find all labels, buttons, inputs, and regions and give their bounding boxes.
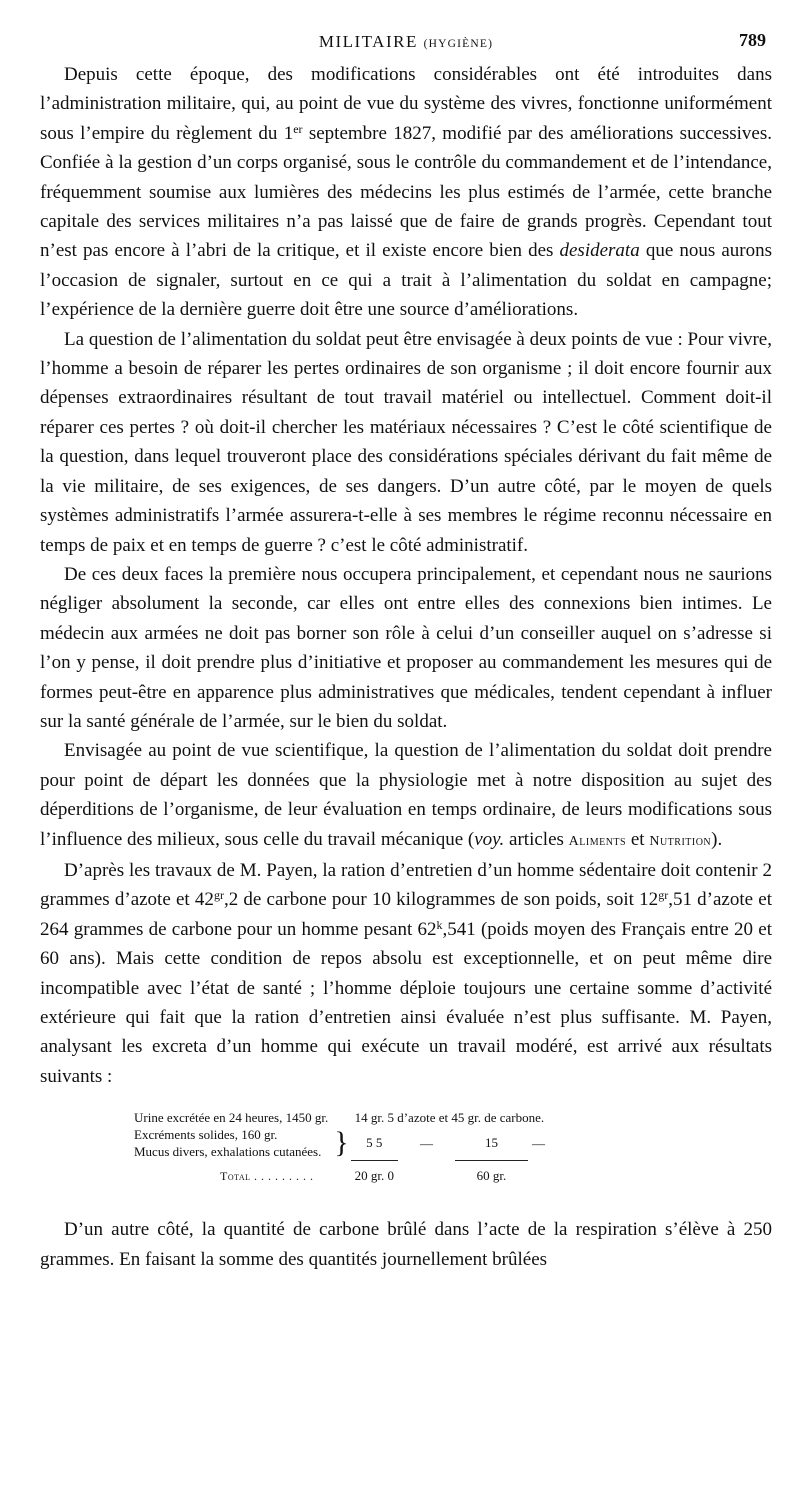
p4-italic-voy: voy.: [474, 828, 505, 850]
p5-text-c: ,51 d’azote et 264 grammes de carbone pour un homme pesant 62: [40, 889, 772, 940]
table-row: [130, 1109, 549, 1126]
excreta-table: [130, 1109, 772, 1185]
p1-text-b: septembre 1827, modifié par des améliorations successives. Confiée à la gestion d’un corps organisé, sous le contrôle du commandement et de l’intendance, fréquemment soumise aux lumières des médecins les plus estimés de l’armée, cette branche capitale des services militaires n’a pas laissé que de faire de grands progrès. Cependant tout n’est pas encore à l’abri de la critique, et il existe encore bien des: [40, 122, 773, 262]
paragraph-6: D’un autre côté, la quantité de carbone brûlé dans l’acte de la respiration s’élève à 250 grammes. En faisant la somme des quantités journellement brûlées: [40, 1219, 772, 1270]
body-text: [40, 60, 772, 1091]
row23-carbone: 15: [484, 1135, 498, 1151]
p4-text-d: ).: [711, 828, 723, 850]
paragraph-1: [40, 60, 772, 325]
p4-text-b: articles: [504, 828, 569, 850]
p1-text-a: Depuis cette époque, des modifications considérables ont été introduites dans l’administration militaire, qui, au point de vue du système des vivres, fonctionne uniformément sous l’empire du règlement du 1: [40, 64, 772, 144]
total-azote: 20 gr. 0: [351, 1160, 398, 1185]
row2-label: Excréments solides, 160 gr.: [134, 1127, 278, 1143]
row1-label: Urine excrétée en 24 heures, 1450 gr.: [134, 1110, 329, 1126]
total-label: Total . . . . . . . . .: [220, 1169, 314, 1184]
p4-text-c: et: [626, 828, 650, 850]
paragraph-5: [40, 856, 772, 1091]
p1-superscript: er: [293, 121, 303, 136]
paragraph-3: De ces deux faces la première nous occupera principalement, et cependant nous ne saurions négliger absolument la seconde, car elles ont entre elles des connexions bien intimes. Le médecin aux armées ne doit pas borner son rôle à celui d’un conseiller auquel on s’adresse si l’on y pense, il doit prendre plus d’initiative et proposer au commandement les mesures qui de formes peut-être en apparence plus administratives que médicales, tendent cependant à influer sur la santé générale de l’armée, sur le bien du soldat.: [40, 563, 772, 732]
row23-azote: 5 5: [366, 1135, 383, 1151]
excreta-table-grid: [130, 1109, 549, 1185]
table-row: [130, 1126, 549, 1143]
p4-smallcaps-aliments: Aliments: [568, 833, 627, 849]
table-total-row: [130, 1160, 549, 1185]
row3-label: Mucus divers, exhalations cutanées.: [134, 1144, 322, 1160]
p5-text-b: ,2 de carbone pour 10 kilogrammes de son poids, soit 12: [223, 889, 659, 911]
row23-dash-1: —: [419, 1135, 433, 1151]
p4-smallcaps-nutrition: Nutrition: [649, 833, 712, 849]
paragraph-2: La question de l’alimentation du soldat peut être envisagée à deux points de vue : Pour vivre, l’homme a besoin de réparer les pertes ordinaires de son organisme ; il doit encore fournir aux dépenses extraordinaires résultant de tout travail matériel ou intellectuel. Comment doit-il réparer ces pertes ? où doit-il chercher les matériaux nécessaires ? C’est le côté scientifique de la question, dans lequel trouveront place des considérations spéciales dérivant du fait même de la vie militaire, de ses exigences, de ses dangers. D’un autre côté, par le moyen de quels systèmes administratifs l’armée assurera-t-elle à ses membres le régime reconnu nécessaire en temps de paix et en temps de guerre ? c’est le côté administratif.: [40, 328, 772, 556]
paragraph-4: [40, 736, 772, 856]
p1-text-c: que nous aurons l’occasion de signaler, surtout en ce qui a trait à l’alimentation du soldat en campagne; l’expérience de la dernière guerre doit être une source d’améliorations.: [40, 240, 772, 321]
row23-dash-2: —: [531, 1135, 545, 1151]
page-number: 789: [739, 30, 766, 50]
body-text-continued: [40, 1215, 772, 1274]
p1-italic: desiderata: [559, 240, 640, 262]
brace-icon: }: [334, 1126, 349, 1160]
p5-text-d: ,541 (poids moyen des Français entre 20 et 60 ans). Mais cette condition de repos absolu est exceptionnelle, et on peut même dire incompatible avec l’état de santé ; l’homme déploie toujours une certaine somme d’activité extérieure qui fait que la ration d’entretien ainsi évaluée n’est plus suffisante. M. Payen, analysant les excreta d’un homme qui exécute un travail modéré, est arrivé aux résultats suivants :: [40, 918, 773, 1087]
row1-values: 14 gr. 5 d’azote et 45 gr. de carbone.: [354, 1110, 545, 1126]
running-title-main: MILITAIRE: [318, 32, 418, 51]
p4-text-a: Envisagée au point de vue scientifique, la question de l’alimentation du soldat doit prendre pour point de départ les données que la physiologie met à notre disposition au sujet des déperditions de l’organisme, de leur évaluation en temps ordinaire, de leurs modifications sous l’influence des milieux, sous celle du travail mécanique (: [40, 740, 772, 850]
total-carbone: 60 gr.: [455, 1160, 528, 1185]
p5-sup-k: k: [436, 917, 443, 932]
running-title-sub: (HYGIÈNE): [423, 38, 494, 50]
p5-sup-gr-2: gr: [658, 888, 669, 903]
p5-sup-gr-1: gr: [213, 888, 224, 903]
p5-text-a: D’après les travaux de M. Payen, la ration d’entretien d’un homme sédentaire doit contenir 2 grammes d’azote et 42: [40, 859, 772, 911]
running-title: [40, 32, 772, 52]
page-header: [40, 26, 772, 56]
